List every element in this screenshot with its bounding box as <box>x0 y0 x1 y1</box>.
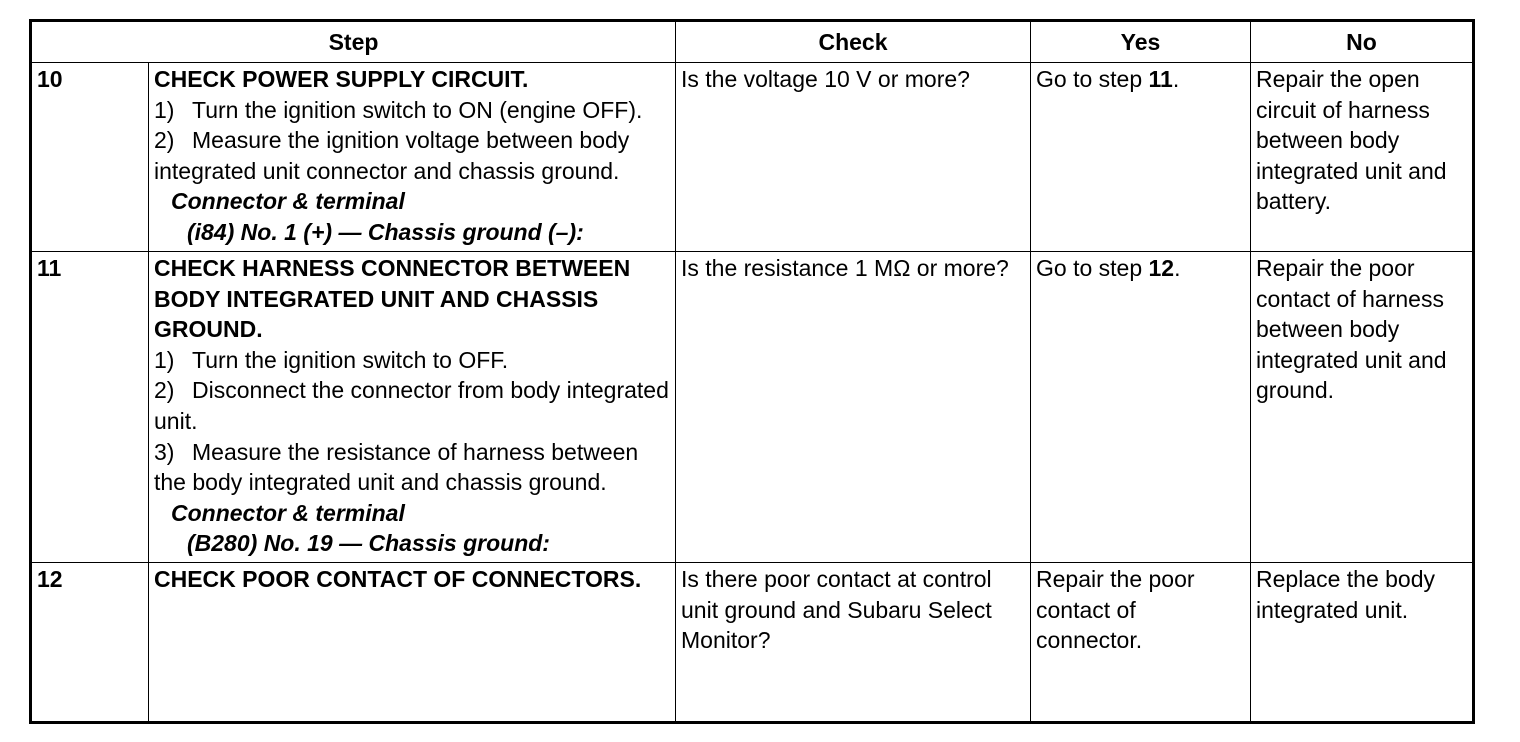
no-cell: Replace the body integrated unit. <box>1251 563 1474 723</box>
yes-cell: Go to step 11. <box>1031 63 1251 252</box>
table-header-row <box>31 21 1474 63</box>
header-step: Step <box>31 21 676 63</box>
header-yes: Yes <box>1031 21 1251 63</box>
table-row <box>31 252 1474 563</box>
connector-terminal: (B280) No. 19 — Chassis ground: <box>187 530 550 557</box>
yes-step-link: 11 <box>1148 66 1173 92</box>
step-number: 10 <box>31 63 149 252</box>
connector-heading: Connector & terminal <box>171 188 405 215</box>
table-row <box>31 63 1474 252</box>
step-instruction: 1) Turn the ignition switch to ON (engine OFF). <box>154 96 643 123</box>
step-instruction: 2) Disconnect the connector from body integrated unit. <box>154 377 669 434</box>
diagnostic-table <box>29 19 1475 724</box>
step-instruction: 3) Measure the resistance of harness between the body integrated unit and chassis ground. <box>154 438 639 496</box>
no-cell: Repair the poor contact of harness between body integrated unit and ground. <box>1251 252 1474 563</box>
header-no: No <box>1251 21 1474 63</box>
connector-heading: Connector & terminal <box>171 499 405 526</box>
connector-terminal: (i84) No. 1 (+) — Chassis ground (–): <box>187 218 584 245</box>
step-title: CHECK POOR CONTACT OF CONNECTORS. <box>154 566 642 592</box>
step-instruction: 2) Measure the ignition voltage between body integrated unit connector and chassis ground. <box>154 127 630 184</box>
step-title: CHECK HARNESS CONNECTOR BETWEEN BODY INTEGRATED UNIT AND CHASSIS GROUND. <box>154 255 631 343</box>
check-cell: Is the voltage 10 V or more? <box>676 63 1031 252</box>
check-cell: Is there poor contact at control unit ground and Subaru Select Monitor? <box>676 563 1031 723</box>
step-instruction: 1) Turn the ignition switch to OFF. <box>154 346 509 373</box>
step-title: CHECK POWER SUPPLY CIRCUIT. <box>154 66 529 92</box>
step-number: 12 <box>31 563 149 723</box>
step-cell <box>149 563 676 723</box>
step-cell <box>149 252 676 563</box>
yes-cell: Go to step 12. <box>1031 252 1251 563</box>
table-row <box>31 563 1474 723</box>
yes-step-link: 12 <box>1148 255 1175 281</box>
step-cell <box>149 63 676 252</box>
header-check: Check <box>676 21 1031 63</box>
yes-cell: Repair the poor contact of connector. <box>1031 563 1251 723</box>
step-number: 11 <box>31 252 149 563</box>
no-cell: Repair the open circuit of harness between body integrated unit and battery. <box>1251 63 1474 252</box>
check-cell: Is the resistance 1 MΩ or more? <box>676 252 1031 563</box>
